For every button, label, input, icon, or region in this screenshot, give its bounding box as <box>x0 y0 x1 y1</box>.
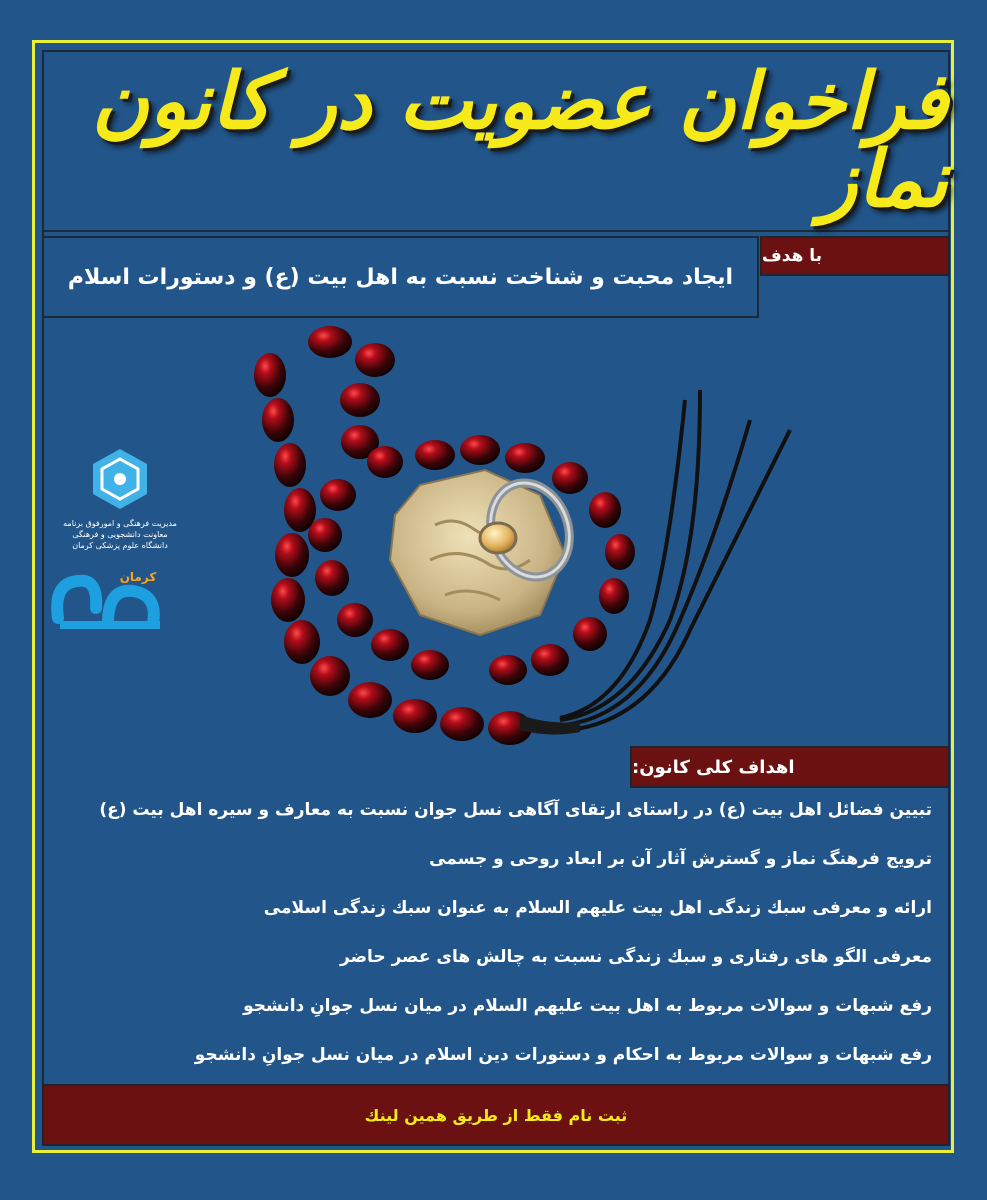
purpose-label: با هدف <box>760 236 950 276</box>
title-box <box>42 50 950 232</box>
university-logo-icon <box>40 448 200 510</box>
logo-line: مدیریت فرهنگی و امورفوق برنامه <box>63 519 177 528</box>
purpose-text: ایجاد محبت و شناخت نسبت به اهل بیت (ع) و دستورات اسلام <box>67 264 734 290</box>
turbah-stone-icon <box>390 470 565 635</box>
logo-line: دانشگاه علوم پزشکی کرمان <box>72 541 168 550</box>
purpose-box <box>42 236 759 318</box>
logo-line: معاونت دانشجویی و فرهنگی <box>72 530 168 539</box>
tassel <box>560 390 790 730</box>
logo-city: کرمان <box>119 570 157 584</box>
prayer-beads-image <box>230 320 810 750</box>
list-item: رفع شبهات و سوالات مربوط به احکام و دستورات دین اسلام در میان نسل جوانِ دانشجو <box>194 1045 932 1065</box>
registration-text[interactable]: ثبت نام فقط از طریق همین لینك <box>364 1105 628 1125</box>
logo-group <box>40 448 200 637</box>
list-item: ارائه و معرفی سبك زندگی اهل بیت علیهم السلام به عنوان سبك زندگی اسلامی <box>263 898 932 918</box>
list-item: معرفی الگو های رفتاری و سبك زندگی نسبت به چالش های عصر حاضر <box>340 947 932 967</box>
list-item: تبیین فضائل اهل بیت (ع) در راستای ارتقای آگاهی نسل جوان نسبت به معارف و سیره اهل بیت (ع) <box>99 800 932 820</box>
registration-link[interactable] <box>42 1084 950 1146</box>
page-title: فراخوان عضویت در کانون نماز <box>91 56 948 225</box>
mobd-logo-icon <box>48 563 178 633</box>
goals-label: اهداف کلی کانون: <box>630 746 950 788</box>
goals-list <box>50 790 936 1080</box>
list-item: ترویج فرهنگ نماز و گسترش آثار آن بر ابعاد روحی و جسمی <box>429 849 932 869</box>
list-item: رفع شبهات و سوالات مربوط به اهل بیت علیهم السلام در میان نسل جوانِ دانشجو <box>243 996 932 1016</box>
